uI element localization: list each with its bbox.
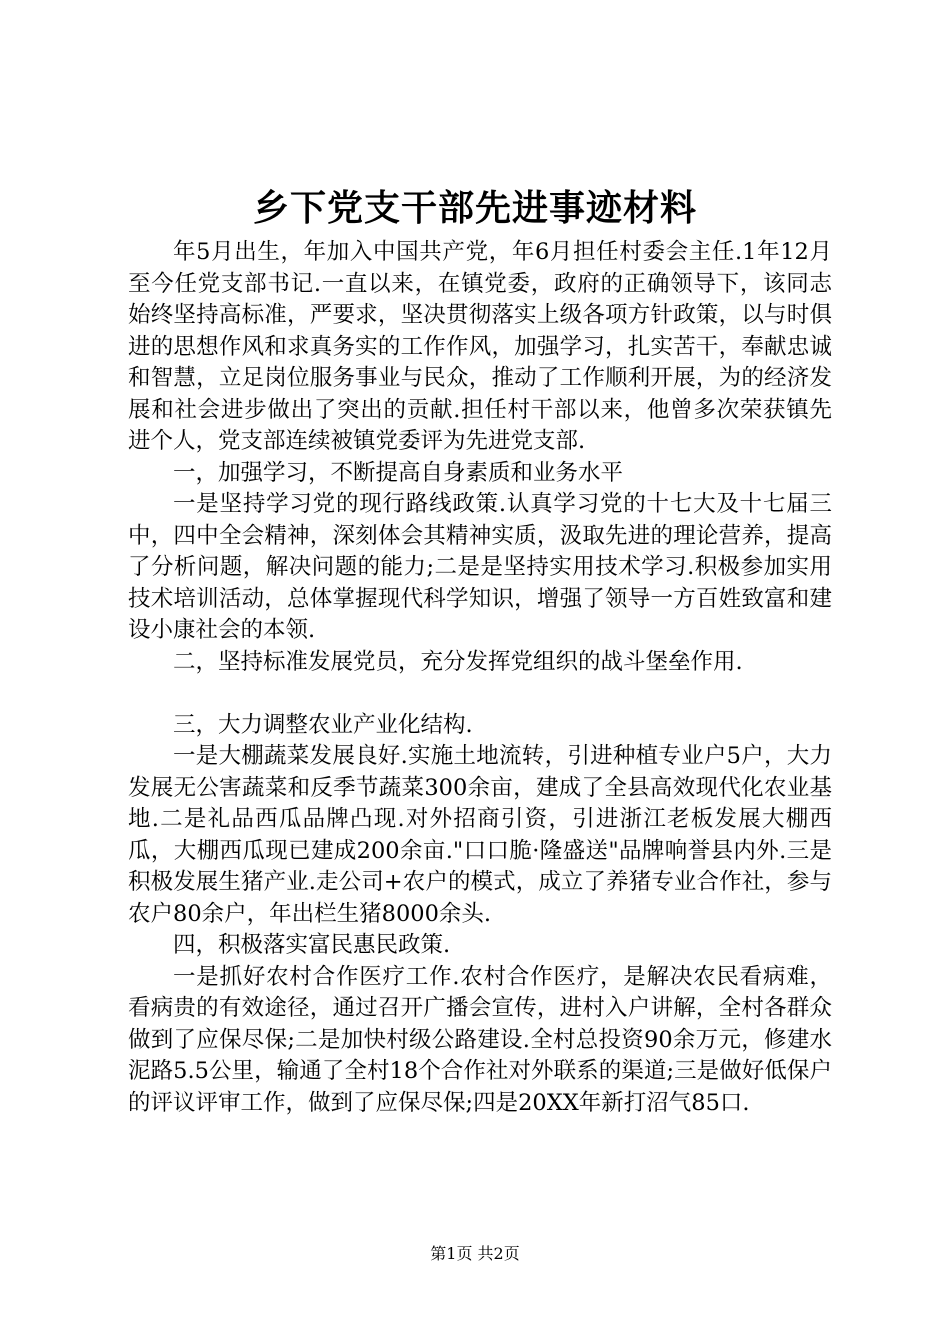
paragraph-agriculture: 一是大棚蔬菜发展良好.实施土地流转，引进种植专业户5户，大力发展无公害蔬菜和反季节蔬菜300余亩，建成了全县高效现代化农业基地.二是礼品西瓜品牌凸现.对外招商引资，引进浙江老板发展大棚西瓜，大棚西瓜现已建成200余亩."口口脆·隆盛送"品牌响誉县内外.三是积极发展生猪产业.走公司+农户的模式，成立了养猪专业合作社，参与农户80余户，年出栏生猪8000余头.: [128, 743, 832, 927]
section-heading-2: 二，坚持标准发展党员，充分发挥党组织的战斗堡垒作用.: [173, 648, 743, 675]
page-indicator: 第1页 共2页: [430, 1244, 520, 1263]
document-body: [128, 237, 832, 1119]
paragraph-intro: 年5月出生，年加入中国共产党，年6月担任村委会主任.1年12月至今任党支部书记.一直以来，在镇党委，政府的正确领导下，该同志始终坚持高标准，严要求，坚决贯彻落实上级各项方针政策，以与时俱进的思想作风和求真务实的工作作风，加强学习，扎实苦干，奉献忠诚和智慧，立足岗位服务事业与民众，推动了工作顺利开展，为的经济发展和社会进步做出了突出的贡献.担任村干部以来，他曾多次荣获镇先进个人，党支部连续被镇党委评为先进党支部.: [128, 239, 832, 454]
section-heading-3: 三，大力调整农业产业化结构.: [173, 711, 473, 738]
document-title: 乡下党支干部先进事迹材料: [252, 187, 697, 229]
section-heading-1: 一，加强学习，不断提高自身素质和业务水平: [173, 459, 624, 486]
section-heading-4: 四，积极落实富民惠民政策.: [173, 932, 451, 958]
paragraph-policy: 一是抓好农村合作医疗工作.农村合作医疗，是解决农民看病难，看病贵的有效途径，通过召开广播会宣传，进村入户讲解，全村各群众做到了应保尽保;二是加快村级公路建设.全村总投资90余万元，修建水泥路5.5公里，输通了全村18个合作社对外联系的渠道;三是做好低保户的评议评审工作，做到了应保尽保;四是20XX年新打沼气85口.: [128, 963, 832, 1116]
paragraph-study: 一是坚持学习党的现行路线政策.认真学习党的十七大及十七届三中，四中全会精神，深刻体会其精神实质，汲取先进的理论营养，提高了分析问题，解决问题的能力;二是是坚持实用技术学习.积极参加实用技术培训活动，总体掌握现代科学知识，增强了领导一方百姓致富和建设小康社会的本领.: [128, 491, 832, 643]
